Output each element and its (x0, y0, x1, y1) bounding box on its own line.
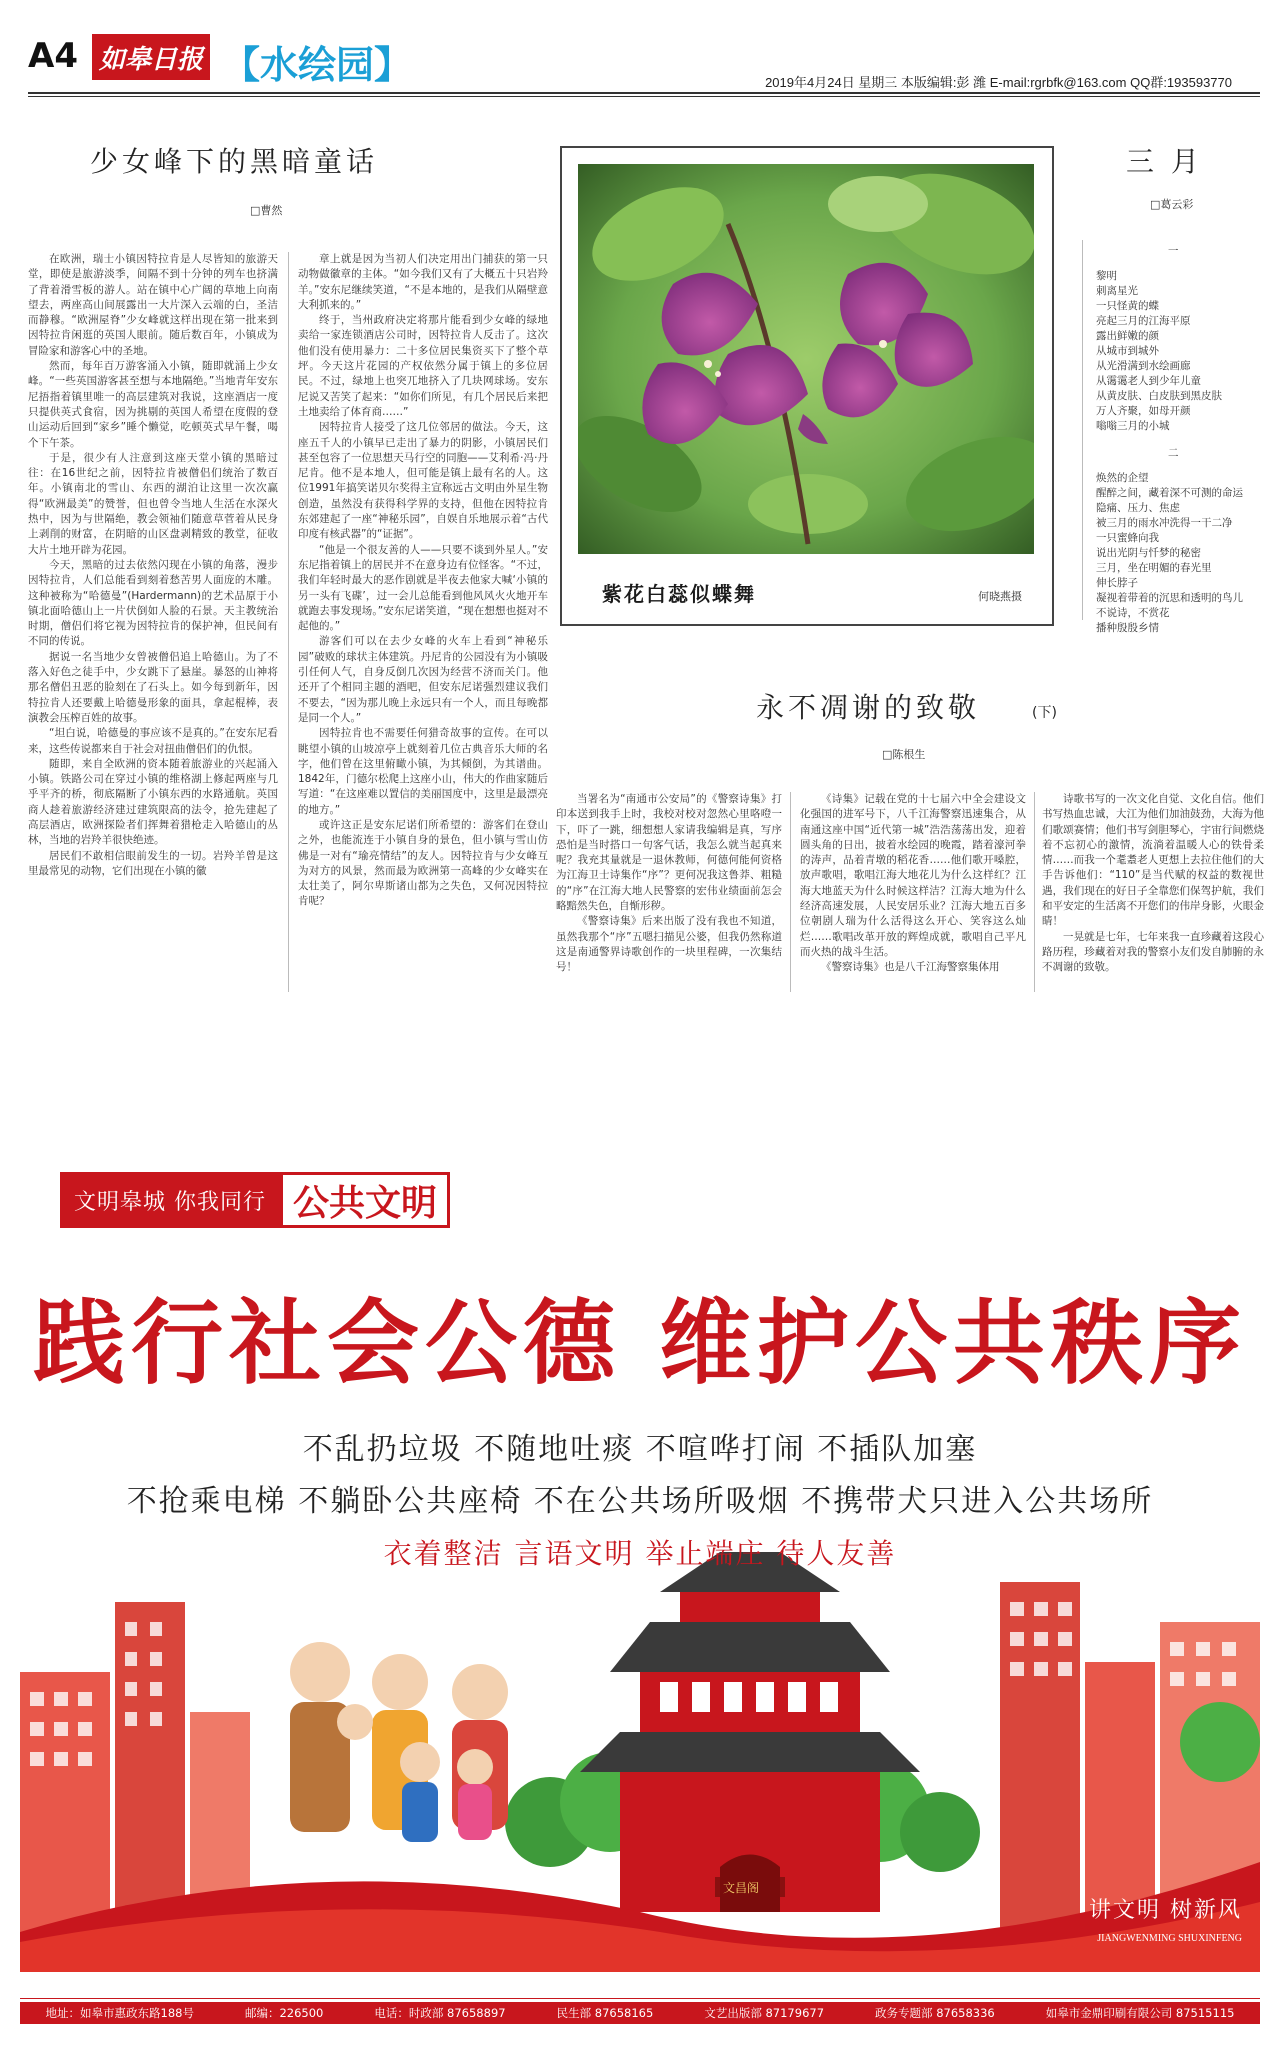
poem-line: 伸长脖子 (1096, 577, 1138, 589)
poem-stanza-2 (1096, 471, 1266, 636)
article2-column-2 (800, 792, 1026, 1002)
paragraph: 因特拉肯人接受了这几位邻居的做法。今天，这座五千人的小镇早已走出了暴力的阴影，小镇居民们甚至包容了一位思想天马行空的同胞——艾利希·冯·丹尼肯。他不是本地人，但可能是镇上最有名的人。这位1991年搞笑诺贝尔奖得主宣称远古文明由外星生物创造，虽然没有获得科学界的支持，但他在因特拉肯东郊建起了一座“神秘乐园”，自娱自乐地展示着“古代印度有核武器”的“证据”。 (298, 421, 548, 541)
photo-caption: 紫花白蕊似蝶舞 (602, 582, 756, 606)
paragraph: 诗歌书写的一次文化自觉、文化自信。他们书写热血忠诚，大江为他们加油鼓劲，大海为他们歌颂赛情；他们书写剑胆琴心，宇宙行间燃烧着不忘初心的激情，流淌着温暖人心的铁骨柔情……而我一个耄耋老人更想上去拉住他们的大手告诉他们：“110”是当代赋的权益的数视世遇，我们现在的好日子全靠您们保驾护航，我们和平安定的生活离不开您们的伟岸身影，火眼金睛！ (1042, 793, 1264, 928)
page-number: A4 (28, 36, 78, 76)
banner-rules-line-3: 衣着整洁 言语文明 举止端庄 待人友善 (383, 1537, 897, 1570)
newspaper-logo: 如皋日报 (92, 34, 210, 80)
paragraph: 一晃就是七年，七年来我一直珍藏着这段心路历程，珍藏着对我的警察小友们发自肺腑的永不凋谢的致敬。 (1042, 930, 1264, 974)
article2-title: 永不凋谢的致敬 (756, 691, 981, 724)
poem-line: 从霭霭老人到少年儿童 (1096, 375, 1201, 387)
paragraph: 在欧洲，瑞士小镇因特拉肯是人尽皆知的旅游天堂，即使是旅游淡季，间隔不到十分钟的列车也挤满了背着滑雪板的游人。站在镇中心广阔的草地上向南望去，两座高山间展露出一大片深入云端的白，圣洁而静穆。“欧洲屋脊”少女峰就这样出现在第一批来到因特拉肯闲逛的英国人眼前。随后数百年，小镇成为冒险家和游客心中的圣地。 (28, 253, 278, 357)
banner-motto-pinyin: JIANGWENMING SHUXINFENG (1097, 1933, 1242, 1944)
poem-line: 焕然的企望 (1096, 472, 1149, 484)
poem-title: 三 月 (1126, 145, 1203, 178)
article2-byline: □陈根生 (882, 748, 926, 761)
poem-part-number: 二 (1168, 447, 1179, 459)
footer-rule (20, 1998, 1260, 1999)
poem-body (1096, 232, 1266, 636)
poem-line: 一只蜜蜂向我 (1096, 532, 1159, 544)
bougainvillea-image (578, 164, 1034, 554)
civility-tag (60, 1172, 450, 1228)
poem-line: 从黄皮肤、白皮肤到黑皮肤 (1096, 390, 1222, 402)
paragraph: 当署名为“南通市公安局”的《警察诗集》打印本送到我手上时，我校对校对忽然心里咯噔一下，吓了一跳，细想想人家请我编辑是真，写序恐怕是当时搭口一句客气话，我怎么就当起真来呢？我充其量就是一退休教师，何德何能何资格为江海卫士诗集作“序”？更何况我这鲁莽、粗糙的“序”在江海大地人民警察的宏伟业绩面前怎会略黯然失色，自惭形秽。 (556, 793, 782, 913)
footer-item: 电话：时政部 87658897 (374, 2006, 506, 2020)
photo-credit: 何晓燕摄 (978, 590, 1022, 603)
poem-line: 露出鲜嫩的颜 (1096, 330, 1159, 342)
article1-title: 少女峰下的黑暗童话 (90, 145, 379, 178)
banner-rules-line-1: 不乱扔垃圾 不随地吐痰 不喧哗打闹 不插队加塞 (302, 1432, 978, 1467)
paragraph: 游客们可以在去少女峰的火车上看到“神秘乐园”破败的球状主体建筑。丹尼肯的公园没有为小镇吸引任何人气，自身反倒几次因为经营不济而关门。他还开了个相同主题的酒吧，但安东尼诺强烈建议我们不要去，“因为那儿晚上永远只有一个人，而且每晚都是同一个人。” (298, 635, 548, 724)
paragraph: 今天，黑暗的过去依然闪现在小镇的角落，漫步因特拉肯，人们总能看到刻着愁苦男人面庞的木雕。这种被称为“哈德曼”(Hardermann)的艺术品原于小镇北面哈德山上一片伏倒如人脸的石景。天主教统治时期，僧侣们将它视为因特拉肯的保护神，但民间有不同的传说。 (28, 558, 278, 648)
paragraph: 或许这正是安东尼诺们所希望的：游客们在登山之外，也能流连于小镇自身的景色，但小镇与雪山仿佛是一对有“瑜亮情结”的友人。因特拉肯与少女峰互为对方的风景，然而最为欧洲第一高峰的少女峰实在太壮美了，阿尔卑斯诸山都为之失色，又何况因特拉肯呢？ (298, 818, 548, 908)
column-divider (790, 792, 791, 992)
article1-byline: □曹然 (250, 204, 283, 217)
article1-column-1 (28, 252, 278, 998)
paragraph: 《警察诗集》也是八千江海警察集体用 (821, 961, 1000, 974)
paragraph: 《诗集》记载在党的十七届六中全会建设文化强国的进军号下，八千江海警察迅速集合，从南通这座中国“近代第一城”浩浩荡荡出发，迎着圆头角的日出，披着水绘园的晚霞，踏着濠河拳的涛声，品着青墩的稻花香……他们歌开嗓腔，放声歌唱，歌唱江海大地花儿为什么这样红？江海大地蓝天为什么时候这样洁？江海大地为什么经济高速发展，人民安居乐业？江海大地五百多位朝剧人瑞为什么活得这么开心、笑容这么灿烂……歌唱改革开放的辉煌成就，歌唱自己平凡而火热的战斗生活。 (800, 793, 1026, 958)
issue-meta: 2019年4月24日 星期三 本版编辑:彭 潍 E-mail:rgrbfk@163.com QQ群:193593770 (765, 75, 1232, 90)
poem-line: 嗡嗡三月的小城 (1096, 420, 1170, 432)
paragraph: 居民们不敢相信眼前发生的一切。岩羚羊曾是这里最常见的动物，它们出现在小镇的徽 (28, 849, 278, 877)
column-divider (1082, 240, 1083, 620)
paragraph: 因特拉肯也不需要任何猎奇故事的宣传。在可以眺望小镇的山坡凉亭上就刻着几位古典音乐大师的名字，他们曾在这里俯瞰小镇，为其倾倒，为其谱曲。1842年，门德尔松爬上这座小山，伟大的作曲家随后写道：“在这座难以置信的美丽国度中，这里是最漂亮的地方。” (298, 727, 548, 816)
poem-line: 说出光阴与忏梦的秘密 (1096, 547, 1201, 559)
column-divider (1034, 792, 1035, 992)
flower-photo (578, 164, 1034, 554)
article1-column-2 (298, 252, 548, 998)
paragraph: 《警察诗集》后来出版了没有我也不知道，虽然我那个“序”五嗯扫描见公婆，但我仍然称道这是南通警界诗歌创作的一块里程碑，一次集结号！ (556, 915, 782, 974)
article2-column-3 (1042, 792, 1264, 1002)
article2-title-suffix: (下) (1032, 705, 1057, 721)
banner-motto: 讲文明 树新风 (1089, 1898, 1242, 1923)
poem-line: 醒醉之间，藏着深不可测的命运 (1096, 487, 1243, 499)
article2-column-1 (556, 792, 782, 1002)
paragraph: 终于，当州政府决定将那片能看到少女峰的绿地卖给一家连锁酒店公司时，因特拉肯人反击了。这次他们没有使用暴力：二十多位居民集资买下了整个草坪。今天这片花园的产权依然分属于镇上的多位居民。不过，绿地上也突兀地挤入了几块网球场。安东尼说又苦笑了起来：“如你们所见，有几个居民后来把土地卖给了体育商……” (298, 314, 548, 418)
header-rule (28, 92, 1260, 94)
column-divider (288, 252, 289, 992)
poem-line: 黎明 (1096, 270, 1117, 282)
public-civility-banner (20, 1062, 1260, 1972)
poem-line: 凝视着带着的沉思和透明的鸟儿 (1096, 592, 1243, 604)
civility-tag-left: 文明皋城 你我同行 (60, 1172, 280, 1228)
banner-rules-line-2: 不抢乘电梯 不躺卧公共座椅 不在公共场所吸烟 不携带犬只进入公共场所 (126, 1484, 1154, 1519)
poem-stanza-1 (1096, 269, 1266, 434)
paragraph: 于是，很少有人注意到这座天堂小镇的黑暗过往：在16世纪之前，因特拉肯被僧侣们统治了数百年。小镇南北的雪山、东西的湖泊让这里一次次赢得“欧洲最美”的赞誉，但也曾令当地人生活在水深火热中，因为与世隔绝，教会领袖们随意草菅着从民身上剥削的财富，在阴暗的山区盘剥精致的教堂，征收大片土地开辟为花园。 (28, 451, 278, 556)
poem-line: 亮起三月的江海平原 (1096, 315, 1191, 327)
poem-line: 刺离星光 (1096, 285, 1138, 297)
poem-line: 从城市到城外 (1096, 345, 1159, 357)
footer-item: 民生部 87658165 (556, 2006, 654, 2020)
paragraph: “他是一个很友善的人——只要不谈到外星人。”安东尼指着镇上的居民并不在意身边有位怪客。“不过，我们年轻时最大的恶作剧就是半夜去他家大喊‘小镇的另一头有飞碟’，过一会儿总能看到他风风火火地开车就跑去事发现场。”安东尼诺笑道，“现在想想也挺对不起他的。” (298, 543, 548, 633)
paragraph: “坦白说，哈德曼的事应该不是真的。”在安东尼看来，这些传说都来自于社会对扭曲僧侣们的仇恨。 (28, 727, 278, 755)
poem-line: 不说诗，不赏花 (1096, 607, 1170, 619)
footer-item: 政务专题部 87658336 (875, 2006, 995, 2020)
paragraph: 章上就是因为当初人们决定用出门捕获的第一只动物做徽章的主体。“如今我们又有了大概五十只岩羚羊。”安东尼继续笑道，“不是本地的，是我们从隔壁意大利抓来的。” (298, 253, 548, 311)
paragraph: 据说一名当地少女曾被僧侣追上哈德山。为了不落入好色之徒手中，少女跳下了悬崖。暴怒的山神将那名僧侣丑恶的脸刻在了石头上。如今每到新年，因特拉肯人还要戴上哈德曼形象的面具，拿起棍棒，表演教会压榨百姓的故事。 (28, 650, 278, 724)
footer-item: 邮编：226500 (244, 2006, 324, 2020)
civility-tag-right: 公共文明 (280, 1172, 450, 1228)
header-rule-thin (28, 96, 1260, 97)
poem-line: 被三月的雨水冲洗得一干二净 (1096, 517, 1233, 529)
footer-bar (20, 2002, 1260, 2024)
footer-item: 文艺出版部 87179677 (704, 2006, 825, 2020)
banner-headline: 践行社会公德 维护公共秩序 (32, 1290, 1248, 1397)
photo-frame (560, 146, 1054, 626)
poem-line: 一只怪黄的蝶 (1096, 300, 1159, 312)
section-title: 【水绘园】 (222, 43, 413, 87)
poem-line: 万人齐聚，如母开颜 (1096, 405, 1191, 417)
paragraph: 随即，来自全欧洲的资本随着旅游业的兴起涌入小镇。铁路公司在穿过小镇的维格湖上修起两座与几乎平齐的桥，彻底隔断了小镇东西的水路通航。英国商人趁着旅游经济建过建筑限高的法令，抢先建起了高层酒店，欧洲探险者们挥舞着猎枪走入哈德山的丛林，当地的岩羚羊很快绝迹。 (28, 757, 278, 847)
poem-line: 播种殷殷乡情 (1096, 622, 1159, 634)
poem-line: 三月，坐在明媚的春光里 (1096, 562, 1212, 574)
poem-line: 从光滑满到水绘画廊 (1096, 360, 1191, 372)
footer-item: 如皋市金鼎印刷有限公司 87515115 (1045, 2006, 1235, 2020)
poem-byline: □葛云彩 (1150, 198, 1194, 211)
paragraph: 然而，每年百万游客涌入小镇，随即就涌上少女峰。“一些英国游客甚至想与本地隔绝。”当地青年安东尼捂指着镇里唯一的高层建筑对我说，这座酒店一度只提供英式食宿，因为挑剔的英国人希望在度假的登山运动后回到“家乡”睡个懒觉，吃顿英式早午餐，喝个下午茶。 (28, 360, 278, 449)
poem-part-number: 一 (1168, 245, 1179, 257)
gate-sign: 文昌阁 (723, 1881, 760, 1895)
poem-line: 隐痛、压力、焦虑 (1096, 502, 1180, 514)
footer-item: 地址：如皋市惠政东路188号 (45, 2006, 194, 2020)
